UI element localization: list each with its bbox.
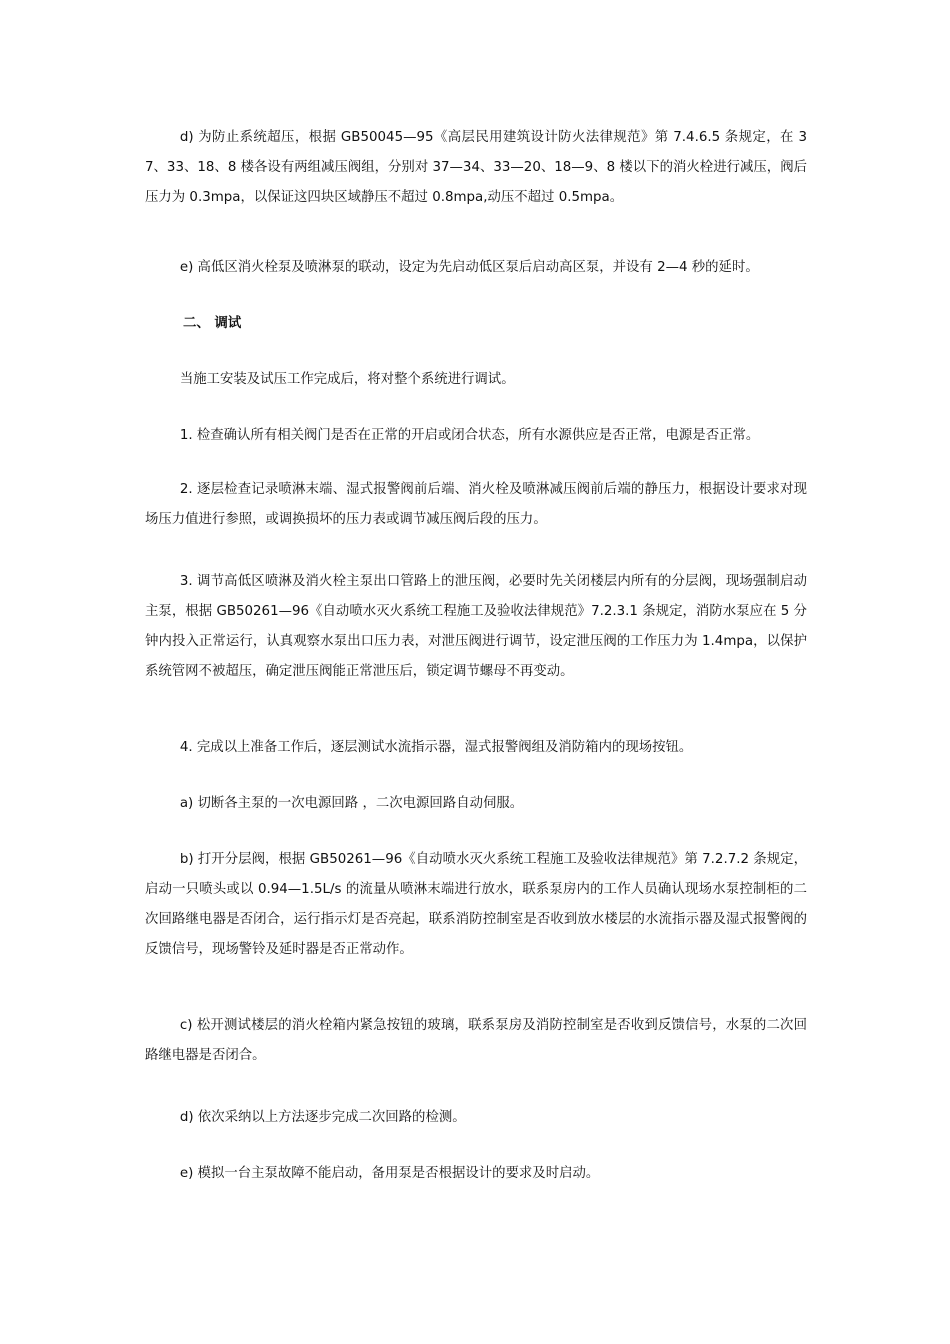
step-2: 2. 逐层检查记录喷淋末端、湿式报警阀前后端、消火栓及喷淋减压阀前后端的静压力，根据设计要求对现场压力值进行参照，或调换损坏的压力表或调节减压阀后段的压力。 (145, 482, 807, 527)
section-heading: 二、 调试 (183, 316, 242, 331)
sub-step-d: d) 依次采纳以上方法逐步完成二次回路的检测。 (179, 1110, 466, 1125)
step-4: 4. 完成以上准备工作后，逐层测试水流指示器，湿式报警阀组及消防箱内的现场按钮。 (179, 740, 693, 755)
sub-step-a: a) 切断各主泵的一次电源回路 ，二次电源回路自动伺服。 (179, 796, 524, 811)
paragraph-pressure-reduction: d) 为防止系统超压，根据 GB50045—95《高层民用建筑设计防火法律规范》第 7.4.6.5 条规定，在 37、33、18、8 楼各设有两组减压阀组，分别对 37—34、33—20、18—9、8 楼以下的消火栓进行减压，阀后压力为 0.3mpa，以保证这四块区域静压不超过 0.8mpa,动压不超过 0.5mpa。 (145, 130, 807, 205)
sub-step-e: e) 模拟一台主泵故障不能启动，备用泵是否根据设计的要求及时启动。 (179, 1166, 600, 1181)
sub-step-c: c) 松开测试楼层的消火栓箱内紧急按钮的玻璃，联系泵房及消防控制室是否收到反馈信号，水泵的二次回路继电器是否闭合。 (145, 1018, 807, 1063)
step-1: 1. 检查确认所有相关阀门是否在正常的开启或闭合状态，所有水源供应是否正常，电源是否正常。 (179, 428, 760, 443)
step-3: 3. 调节高低区喷淋及消火栓主泵出口管路上的泄压阀，必要时先关闭楼层内所有的分层阀，现场强制启动主泵，根据 GB50261—96《自动喷水灭火系统工程施工及验收法律规范》7.2.3.1 条规定，消防水泵应在 5 分钟内投入正常运行，认真观察水泵出口压力表，对泄压阀进行调节，设定泄压阀的工作压力为 1.4mpa，以保护系统管网不被超压，确定泄压阀能正常泄压后，锁定调节螺母不再变动。 (145, 574, 807, 679)
paragraph-pump-linkage: e) 高低区消火栓泵及喷淋泵的联动，设定为先启动低区泵后启动高区泵，并设有 2—4 秒的延时。 (179, 260, 759, 275)
paragraph-intro: 当施工安装及试压工作完成后，将对整个系统进行调试。 (179, 372, 515, 387)
sub-step-b: b) 打开分层阀，根据 GB50261—96《自动喷水灭火系统工程施工及验收法律规范》第 7.2.7.2 条规定，启动一只喷头或以 0.94—1.5L/s 的流量从喷淋末端进行放水，联系泵房内的工作人员确认现场水泵控制柜的二次回路继电器是否闭合，运行指示灯是否亮起，联系消防控制室是否收到放水楼层的水流指示器及湿式报警阀的反馈信号，现场警铃及延时器是否正常动作。 (145, 852, 807, 957)
